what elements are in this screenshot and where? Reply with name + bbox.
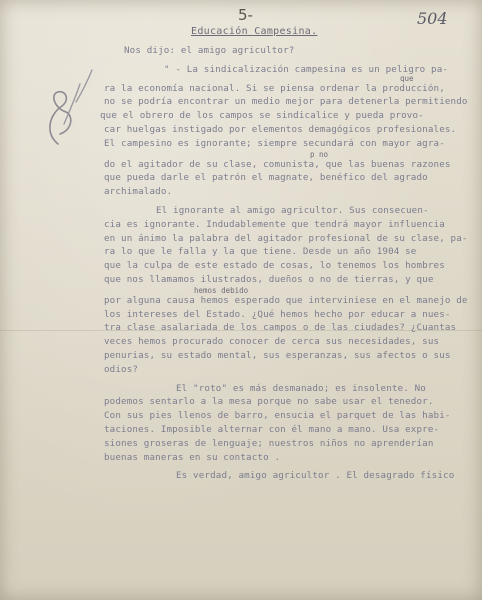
handwritten-insertion: que <box>400 73 414 83</box>
text-line: no se podría encontrar un medio mejor para detenerla permitiendo <box>104 96 468 108</box>
text-line: ra la economía nacional. Si se piensa ordenar la producción, <box>104 82 445 94</box>
text-line: do el agitador de su clase, comunista, que las buenas razones <box>104 158 451 170</box>
text-line: El ignorante al amigo agricultor. Sus consecuen- <box>156 204 429 216</box>
archive-number: 504 <box>417 9 448 28</box>
document-title: Educación Campesina. <box>191 26 318 37</box>
text-line: podemos sentarlo a la mesa porque no sabe usar el tenedor. <box>104 396 434 408</box>
text-line: tra clase asalariada de los campos o de las ciudades? ¿Cuantas <box>104 322 457 334</box>
text-line: odios? <box>104 363 139 375</box>
text-line: en un ánimo la palabra del agitador profesional de su clase, pa- <box>104 232 468 244</box>
text-line: " - La sindicalización campesina es un peligro pa- <box>164 63 449 75</box>
text-line: que la culpa de este estado de cosas, lo tenemos los hombres <box>104 260 445 272</box>
text-line: taciones. Imposible alternar con él mano a mano. Usa expre- <box>104 423 440 435</box>
text-line: Es verdad, amigo agricultor . El desagrado físico <box>176 470 455 482</box>
handwritten-signature <box>36 62 96 152</box>
text-line: El "roto" es más desmanado; es insolente. No <box>176 382 426 394</box>
text-line: car huelgas instigado por elementos demagógicos profesionales. <box>104 123 457 135</box>
text-line: siones groseras de lenguaje; nuestros niños no aprenderían <box>104 437 434 449</box>
text-line: veces hemos procurado conocer de cerca sus necesidades, sus <box>104 336 440 348</box>
handwritten-insertion: hemos debido <box>194 285 249 295</box>
text-line: por alguna causa hemos esperado que interviniese en el manejo de <box>104 294 468 306</box>
text-line: Con sus pies llenos de barro, ensucia el parquet de las habi- <box>104 410 451 422</box>
text-line: cia es ignorante. Indudablemente que tendrá mayor influencia <box>104 218 445 230</box>
text-line: que el obrero de los campos se sindicalice y pueda provo- <box>100 110 424 122</box>
text-line: penurias, su estado mental, sus esperanzas, sus afectos o sus <box>104 349 451 361</box>
text-line: archimalado. <box>104 186 173 198</box>
text-line: los intereses del Estado. ¿Qué hemos hecho por educar a nues- <box>104 308 451 320</box>
text-line: buenas maneras en su contacto . <box>104 451 281 463</box>
handwritten-insertion: p no <box>310 149 329 159</box>
text-line: que pueda darle el patrón el magnate, benéfico del agrado <box>104 172 428 184</box>
text-line: El campesino es ignorante; siempre secundará con mayor agra- <box>104 137 445 149</box>
text-line: Nos dijo: el amigo agricultor? <box>124 45 295 56</box>
text-line: que nos llamamos ilustrados, dueños o no de tierras, y que <box>104 273 434 285</box>
typed-text-body <box>100 44 470 483</box>
text-line: ra lo que le falla y la que tiene. Desde un año 1904 se <box>104 246 417 258</box>
page-number: 5- <box>238 6 253 24</box>
